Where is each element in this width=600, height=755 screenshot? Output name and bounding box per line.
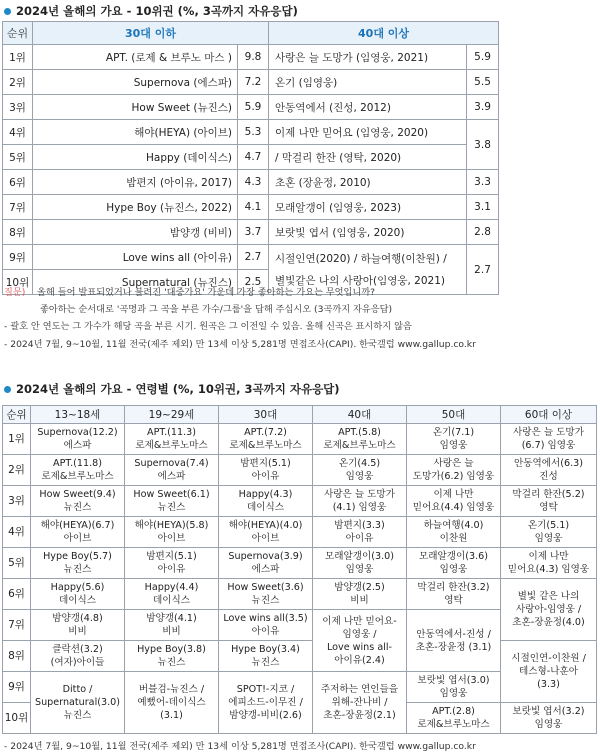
age-cell-line: 아이유 bbox=[251, 626, 280, 637]
rank-cell: 10위 bbox=[3, 703, 31, 734]
pct-over40-cell: 3.3 bbox=[467, 170, 499, 195]
section2-title: 2024년 올해의 가요 - 연령별 (%, 10위권, 3곡까지 자유응답) bbox=[4, 381, 340, 397]
age-cell-line: 임영웅 bbox=[345, 471, 374, 482]
age-cell-line: 임영웅 bbox=[345, 564, 374, 575]
top10-row bbox=[3, 220, 499, 245]
pct-under30-cell: 4.1 bbox=[238, 195, 269, 220]
age-cell-line: (여자)아이들 bbox=[50, 657, 105, 668]
top10-row bbox=[3, 95, 499, 120]
age-cell-line: 사랑아-임영웅 / bbox=[515, 604, 582, 615]
age-cell-line: 비비 bbox=[162, 626, 181, 637]
age-cell-line: 임영웅 / bbox=[342, 628, 377, 640]
song-over40-cell: / 막걸리 한잔 (영탁, 2020) bbox=[269, 145, 467, 170]
age-header-0: 순위 bbox=[3, 406, 31, 424]
age-cell-line: 아이유 bbox=[157, 564, 186, 575]
age-cell-c2 bbox=[125, 486, 219, 517]
age-cell-c5 bbox=[407, 517, 501, 548]
rank-cell: 7위 bbox=[3, 195, 33, 220]
song-under30-cell: Supernova (에스파) bbox=[33, 70, 238, 95]
age-cell-line: Happy(4.3) bbox=[238, 489, 293, 500]
age-cell-c2 bbox=[125, 424, 219, 455]
age-cell-c6 bbox=[501, 579, 597, 641]
age-cell-line: 에스파 bbox=[63, 440, 92, 451]
age-cell-line: 밤편지(5.1) bbox=[146, 551, 197, 562]
age-cell-line: 밤양갱(4.8) bbox=[52, 613, 103, 624]
age-cell-line: (4.1) 임영웅 bbox=[332, 502, 387, 513]
age-cell-line: 안동역에서(6.3) bbox=[513, 458, 584, 469]
age-cell-c1 bbox=[31, 455, 125, 486]
note-years: - 괄호 안 연도는 그 가수가 해당 곡을 부른 시기. 원곡은 그 이전일 수 있음. 올해 신곡은 표시하지 않음 bbox=[4, 321, 412, 332]
pct-under30-cell: 7.2 bbox=[238, 70, 269, 95]
age-cell-line: 임영웅 bbox=[439, 688, 468, 699]
age-cell-line: 해야(HEYA)(6.7) bbox=[40, 520, 115, 531]
age-cell-c2 bbox=[125, 610, 219, 641]
rank-cell: 4위 bbox=[3, 517, 31, 548]
song-under30-cell: APT. (로제 & 브루노 마스 ) bbox=[33, 45, 238, 70]
age-row bbox=[3, 424, 597, 455]
song-under30-cell: How Sweet (뉴진스) bbox=[33, 95, 238, 120]
age-cell-c6 bbox=[501, 641, 597, 703]
age-cell-line: 예뻤어-데이식스 bbox=[137, 697, 206, 708]
song-over40-cell: 보랏빛 엽서 (임영웅, 2020) bbox=[269, 220, 467, 245]
rank-cell: 3위 bbox=[3, 95, 33, 120]
age-cell-c3 bbox=[219, 424, 313, 455]
age-cell-line: 밤양갱-비비(2.6) bbox=[229, 710, 302, 721]
age-cell-c6 bbox=[501, 548, 597, 579]
age-cell-line: 모래알갱이(3.6) bbox=[418, 551, 489, 562]
age-cell-c4 bbox=[313, 610, 407, 672]
age-cell-line: 해야(HEYA)(4.0) bbox=[228, 520, 303, 531]
age-cell-line: 아이브 bbox=[63, 533, 92, 544]
age-cell-line: 데이식스 bbox=[152, 595, 191, 606]
age-cell-line: 밤편지(3.3) bbox=[334, 520, 385, 531]
rank-cell: 8위 bbox=[3, 641, 31, 672]
age-table bbox=[2, 405, 597, 734]
age-cell-line: 로제&브루노마스 bbox=[229, 440, 302, 451]
age-cell-c4 bbox=[313, 424, 407, 455]
age-cell-line: Hype Boy(3.4) bbox=[231, 644, 300, 655]
top10-row bbox=[3, 145, 499, 170]
age-cell-line: 뉴진스 bbox=[63, 502, 92, 513]
age-cell-c6 bbox=[501, 703, 597, 734]
age-header-row bbox=[3, 406, 597, 424]
age-cell-line: 이제 나만 bbox=[433, 489, 474, 500]
pct-over40-cell: 5.5 bbox=[467, 70, 499, 95]
age-cell-c2 bbox=[125, 641, 219, 672]
age-cell-line: 영탁 bbox=[444, 595, 463, 606]
song-under30-cell: 해야(HEYA) (아이브) bbox=[33, 120, 238, 145]
age-header-1: 13~18세 bbox=[31, 406, 125, 424]
pct-over40-cell: 2.7 bbox=[467, 245, 499, 295]
bullet-icon bbox=[4, 8, 11, 15]
footnote: - 2024년 7월, 9~10월, 11월 전국(제주 제외) 만 13세 이상 5,281명 면접조사(CAPI). 한국갤럽 www.gallup.co.kr bbox=[4, 741, 476, 752]
age-cell-c4 bbox=[313, 548, 407, 579]
rank-cell: 10위 bbox=[3, 270, 33, 295]
section1-title: 2024년 올해의 가요 - 10위권 (%, 3곡까지 자유응답) bbox=[4, 3, 298, 19]
age-cell-c3 bbox=[219, 455, 313, 486]
age-cell-line: 초혼-장윤정 (3.1) bbox=[415, 641, 492, 653]
age-cell-line: 온기(5.1) bbox=[527, 520, 570, 531]
age-cell-line: Hype Boy(3.8) bbox=[137, 644, 206, 655]
age-cell-line: 로제&브루노마스 bbox=[323, 440, 396, 451]
age-cell-c3 bbox=[219, 641, 313, 672]
age-cell-line: 이찬원 bbox=[439, 533, 468, 544]
rank-cell: 6위 bbox=[3, 170, 33, 195]
age-cell-line: Hype Boy(5.7) bbox=[43, 551, 112, 562]
age-cell-c3 bbox=[219, 517, 313, 548]
song-over40-line: 시절인연(2020) / 하늘여행(이찬원) / bbox=[275, 252, 447, 265]
header-rank: 순위 bbox=[3, 22, 33, 45]
song-under30-cell: Supernatural (뉴진스) bbox=[33, 270, 238, 295]
age-header-5: 50대 bbox=[407, 406, 501, 424]
age-cell-line: 밤양갱(2.5) bbox=[334, 582, 385, 593]
age-cell-line: (3.3) bbox=[537, 679, 560, 690]
age-cell-c2 bbox=[125, 455, 219, 486]
age-cell-line: 사랑은 늘 bbox=[433, 458, 474, 469]
age-cell-line: Supernova(7.4) bbox=[134, 458, 209, 469]
age-cell-line: 영탁 bbox=[539, 502, 558, 513]
age-cell-line: Supernatural(3.0) bbox=[35, 697, 120, 708]
song-under30-cell: Love wins all (아이유) bbox=[33, 245, 238, 270]
age-cell-line: 사랑은 늘 도망가 bbox=[324, 489, 395, 500]
age-cell-line: 온기(7.1) bbox=[432, 427, 475, 438]
age-cell-line: 모래알갱이(3.0) bbox=[324, 551, 395, 562]
age-header-6: 60대 이상 bbox=[501, 406, 597, 424]
age-cell-c5 bbox=[407, 548, 501, 579]
age-cell-c2 bbox=[125, 672, 219, 734]
rank-cell: 7위 bbox=[3, 610, 31, 641]
age-cell-line: 이제 나만 bbox=[528, 551, 569, 562]
age-cell-line: 초혼-장윤정(4.0) bbox=[512, 617, 585, 628]
pct-over40-cell: 3.9 bbox=[467, 95, 499, 120]
pct-under30-cell: 4.3 bbox=[238, 170, 269, 195]
header-group40: 40대 이상 bbox=[269, 22, 499, 45]
age-cell-line: 로제&브루노마스 bbox=[41, 471, 114, 482]
rank-cell: 5위 bbox=[3, 145, 33, 170]
pct-over40-cell: 3.8 bbox=[467, 120, 499, 170]
pct-under30-cell: 9.8 bbox=[238, 45, 269, 70]
song-under30-cell: Hype Boy (뉴진스, 2022) bbox=[33, 195, 238, 220]
top10-row bbox=[3, 70, 499, 95]
age-cell-line: 하늘여행(4.0) bbox=[423, 520, 484, 531]
song-over40-cell: 사랑은 늘 도망가 (임영웅, 2021) bbox=[269, 45, 467, 70]
bullet-icon bbox=[4, 386, 11, 393]
rank-cell: 9위 bbox=[3, 245, 33, 270]
top10-row bbox=[3, 120, 499, 145]
age-cell-line: 사랑은 늘 도망가 bbox=[513, 427, 584, 438]
song-under30-cell: 밤편지 (아이유, 2017) bbox=[33, 170, 238, 195]
age-cell-c4 bbox=[313, 455, 407, 486]
age-cell-c5 bbox=[407, 424, 501, 455]
age-cell-c6 bbox=[501, 424, 597, 455]
age-cell-line: 뉴진스 bbox=[157, 502, 186, 513]
rank-cell: 4위 bbox=[3, 120, 33, 145]
age-cell-line: 아이브 bbox=[251, 533, 280, 544]
age-cell-c5 bbox=[407, 610, 501, 672]
age-cell-line: SPOT!-지코 / bbox=[236, 684, 295, 695]
age-cell-line: 별빛 같은 나의 bbox=[517, 591, 580, 602]
age-cell-line: 믿어요(4.3) 임영웅 bbox=[507, 564, 590, 575]
age-cell-c3 bbox=[219, 548, 313, 579]
song-over40-cell: 온기 (임영웅) bbox=[269, 70, 467, 95]
age-cell-line: 뉴진스 bbox=[63, 710, 92, 721]
age-cell-c1 bbox=[31, 641, 125, 672]
age-cell-line: 비비 bbox=[68, 626, 87, 637]
age-cell-line: APT.(11.8) bbox=[53, 458, 102, 469]
age-cell-c5 bbox=[407, 579, 501, 610]
pct-under30-cell: 2.7 bbox=[238, 245, 269, 270]
pct-over40-cell: 5.9 bbox=[467, 45, 499, 70]
age-cell-line: 에피소드-이무진 / bbox=[228, 697, 303, 708]
age-cell-line: 진성 bbox=[539, 471, 558, 482]
age-cell-line: 버블검-뉴진스 / bbox=[138, 684, 205, 695]
age-row bbox=[3, 548, 597, 579]
age-cell-c3 bbox=[219, 579, 313, 610]
age-cell-line: 뉴진스 bbox=[63, 564, 92, 575]
song-under30-cell: 밤양갱 (비비) bbox=[33, 220, 238, 245]
rank-cell: 8위 bbox=[3, 220, 33, 245]
top10-row bbox=[3, 245, 499, 270]
age-cell-line: How Sweet(6.1) bbox=[133, 489, 210, 500]
age-cell-c6 bbox=[501, 517, 597, 548]
age-cell-line: 클락션(3.2) bbox=[52, 644, 103, 655]
song-over40-cell: 안동역에서 (진성, 2012) bbox=[269, 95, 467, 120]
age-cell-c6 bbox=[501, 486, 597, 517]
age-cell-line: Supernova(12.2) bbox=[37, 427, 118, 438]
age-cell-line: 아이유 bbox=[251, 471, 280, 482]
age-header-4: 40대 bbox=[313, 406, 407, 424]
age-row bbox=[3, 455, 597, 486]
age-cell-c3 bbox=[219, 672, 313, 734]
song-over40-cell: 이제 나만 믿어요 (임영웅, 2020) bbox=[269, 120, 467, 145]
age-cell-line: APT.(7.2) bbox=[244, 427, 287, 438]
age-cell-line: (3.1) bbox=[160, 710, 183, 721]
age-cell-c1 bbox=[31, 424, 125, 455]
age-cell-line: 보랏빛 엽서(3.0) bbox=[417, 675, 490, 686]
note-survey: - 2024년 7월, 9~10월, 11월 전국(제주 제외) 만 13세 이상 5,281명 면접조사(CAPI). 한국갤럽 www.gallup.co.kr bbox=[4, 339, 476, 350]
rank-cell: 9위 bbox=[3, 672, 31, 703]
rank-cell: 1위 bbox=[3, 45, 33, 70]
age-cell-line: Love wins all- bbox=[327, 641, 392, 653]
age-cell-line: 데이식스 bbox=[246, 502, 285, 513]
age-cell-line: Ditto / bbox=[62, 684, 93, 695]
age-cell-line: 이제 나만 믿어요- bbox=[322, 615, 397, 627]
age-cell-line: 해야(HEYA)(5.8) bbox=[134, 520, 209, 531]
top10-row bbox=[3, 170, 499, 195]
age-cell-line: APT.(2.8) bbox=[432, 706, 475, 717]
age-cell-c2 bbox=[125, 548, 219, 579]
age-row bbox=[3, 641, 597, 672]
pct-under30-cell: 5.3 bbox=[238, 120, 269, 145]
question-note-line2: 좋아하는 순서대로 '곡명과 그 곡을 부른 가수/그룹'을 답해 주십시오 (3곡까지 자유응답) bbox=[40, 304, 393, 315]
age-cell-c4 bbox=[313, 672, 407, 734]
age-cell-c4 bbox=[313, 517, 407, 548]
age-cell-c5 bbox=[407, 703, 501, 734]
age-cell-line: 아이브 bbox=[157, 533, 186, 544]
age-row bbox=[3, 579, 597, 610]
top10-table bbox=[2, 21, 499, 295]
age-cell-line: 아이유 bbox=[345, 533, 374, 544]
rank-cell: 3위 bbox=[3, 486, 31, 517]
age-cell-line: Happy(5.6) bbox=[50, 582, 105, 593]
age-cell-c3 bbox=[219, 486, 313, 517]
age-row bbox=[3, 517, 597, 548]
song-under30-cell: Happy (데이식스) bbox=[33, 145, 238, 170]
age-cell-line: 데이식스 bbox=[58, 595, 97, 606]
age-cell-line: 도망가(6.2) 임영웅 bbox=[412, 471, 495, 482]
pct-over40-cell: 2.8 bbox=[467, 220, 499, 245]
age-row bbox=[3, 486, 597, 517]
age-cell-c4 bbox=[313, 486, 407, 517]
age-cell-line: 로제&브루노마스 bbox=[417, 719, 490, 730]
rank-cell: 2위 bbox=[3, 70, 33, 95]
age-cell-c5 bbox=[407, 486, 501, 517]
age-cell-line: APT.(11.3) bbox=[147, 427, 196, 438]
age-cell-line: Happy(4.4) bbox=[144, 582, 199, 593]
age-cell-line: 보랏빛 엽서(3.2) bbox=[512, 706, 585, 717]
header-group30: 30대 이하 bbox=[33, 22, 269, 45]
pct-over40-cell: 3.1 bbox=[467, 195, 499, 220]
age-cell-line: 로제&브루노마스 bbox=[135, 440, 208, 451]
age-cell-line: How Sweet(3.6) bbox=[227, 582, 304, 593]
age-cell-line: 비비 bbox=[350, 595, 369, 606]
top10-row bbox=[3, 45, 499, 70]
age-cell-line: 온기(4.5) bbox=[338, 458, 381, 469]
age-cell-c6 bbox=[501, 455, 597, 486]
top10-row bbox=[3, 195, 499, 220]
age-header-2: 19~29세 bbox=[125, 406, 219, 424]
song-over40-cell: 모래알갱이 (임영웅, 2023) bbox=[269, 195, 467, 220]
pct-under30-cell: 5.9 bbox=[238, 95, 269, 120]
age-cell-line: 믿어요(4.4) 임영웅 bbox=[412, 502, 495, 513]
age-cell-line: 임영웅 bbox=[534, 533, 563, 544]
pct-under30-cell: 4.7 bbox=[238, 145, 269, 170]
age-cell-line: 뉴진스 bbox=[251, 595, 280, 606]
rank-cell: 5위 bbox=[3, 548, 31, 579]
question-note: 질문) 올해 들어 발표되었거나 불려진 '대중가요' 가운데 가장 좋아하는 가요는 무엇입니까? bbox=[4, 287, 375, 298]
age-cell-line: Love wins all(3.5) bbox=[223, 613, 308, 624]
age-cell-line: 에스파 bbox=[157, 471, 186, 482]
age-cell-line: 임영웅 bbox=[439, 564, 468, 575]
age-cell-line: 시절인연-이찬원 / bbox=[511, 653, 586, 664]
age-cell-line: 초혼-장윤정(2.1) bbox=[323, 710, 396, 721]
age-cell-line: (6.7) 임영웅 bbox=[521, 440, 576, 451]
top10-header-row bbox=[3, 22, 499, 45]
pct-under30-cell: 3.7 bbox=[238, 220, 269, 245]
age-cell-c5 bbox=[407, 455, 501, 486]
age-cell-c1 bbox=[31, 672, 125, 734]
age-cell-line: 뉴진스 bbox=[157, 657, 186, 668]
rank-cell: 6위 bbox=[3, 579, 31, 610]
age-cell-line: 밤편지(5.1) bbox=[240, 458, 291, 469]
age-cell-line: 아이유(2.4) bbox=[334, 654, 385, 666]
age-cell-line: 밤양갱(4.1) bbox=[146, 613, 197, 624]
pct-under30-cell: 2.5 bbox=[238, 270, 269, 295]
age-cell-line: 막걸리 한잔(3.2) bbox=[417, 582, 490, 593]
age-cell-c1 bbox=[31, 579, 125, 610]
age-cell-c2 bbox=[125, 517, 219, 548]
age-cell-line: 위해-잔나비 / bbox=[331, 697, 388, 708]
song-over40-cell: 초혼 (장윤정, 2010) bbox=[269, 170, 467, 195]
age-cell-c1 bbox=[31, 517, 125, 548]
age-cell-c2 bbox=[125, 579, 219, 610]
age-cell-c3 bbox=[219, 610, 313, 641]
age-cell-c4 bbox=[313, 579, 407, 610]
age-cell-line: 임영웅 bbox=[439, 440, 468, 451]
age-cell-line: 임영웅 bbox=[534, 719, 563, 730]
age-cell-c1 bbox=[31, 548, 125, 579]
rank-cell: 1위 bbox=[3, 424, 31, 455]
age-cell-line: 안동역에서-진성 / bbox=[416, 628, 491, 640]
age-cell-line: 에스파 bbox=[251, 564, 280, 575]
age-header-3: 30대 bbox=[219, 406, 313, 424]
age-cell-line: 막걸리 한잔(5.2) bbox=[512, 489, 585, 500]
age-cell-line: APT.(5.8) bbox=[338, 427, 381, 438]
age-cell-c5 bbox=[407, 672, 501, 703]
age-cell-line: 뉴진스 bbox=[251, 657, 280, 668]
age-cell-line: 테스형-나훈아 bbox=[518, 666, 579, 677]
age-cell-line: Supernova(3.9) bbox=[228, 551, 303, 562]
song-over40-line: 별빛같은 나의 사랑아(임영웅, 2021) bbox=[275, 274, 445, 287]
rank-cell: 2위 bbox=[3, 455, 31, 486]
age-cell-c1 bbox=[31, 486, 125, 517]
age-cell-c1 bbox=[31, 610, 125, 641]
age-cell-line: How Sweet(9.4) bbox=[39, 489, 116, 500]
age-cell-line: 주저하는 연인들을 bbox=[320, 684, 399, 695]
